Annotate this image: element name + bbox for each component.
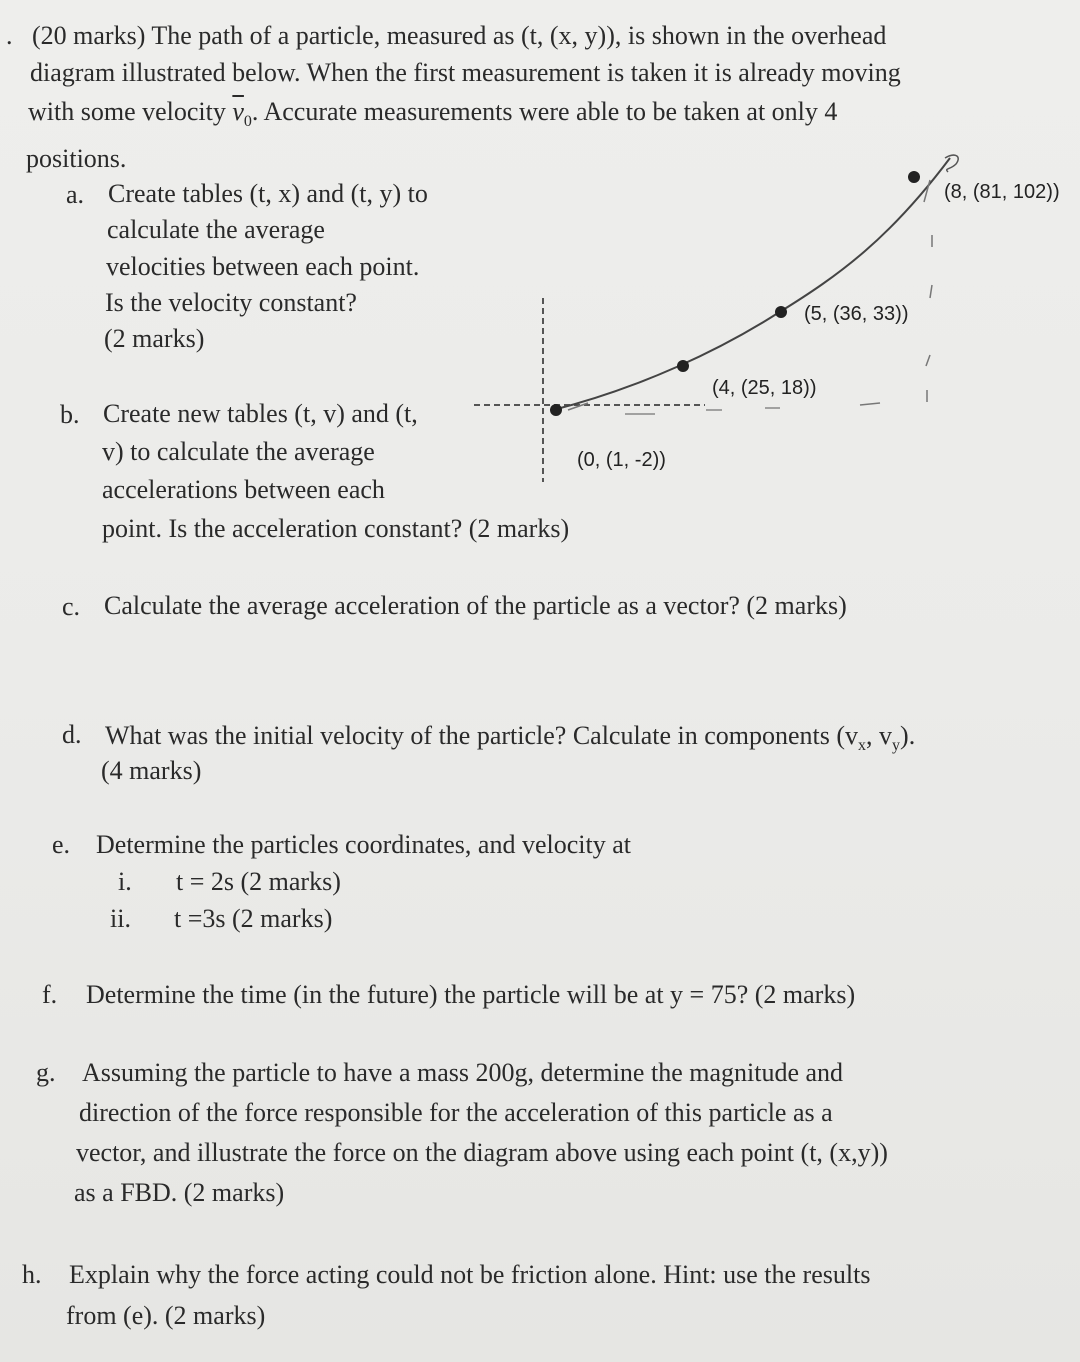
pencil-mark [930, 285, 932, 298]
intro-line-1: (20 marks) The path of a particle, measured as (t, (x, y)), is shown in the overhead [32, 21, 887, 50]
part-h-line-1: Explain why the force acting could not be friction alone. Hint: use the results [69, 1260, 871, 1289]
part-g-line-4: as a FBD. (2 marks) [74, 1178, 285, 1207]
subscript-y: y [892, 737, 901, 755]
part-f-text: Determine the time (in the future) the particle will be at y = 75? (2 marks) [86, 980, 856, 1009]
part-e-item-2-number: ii. [110, 904, 131, 933]
part-b-line-2: v) to calculate the average [102, 437, 375, 466]
part-a-line-2: calculate the average [107, 215, 325, 244]
part-d-marks: (4 marks) [101, 756, 202, 785]
intro-line-2: diagram illustrated below. When the first measurement is taken it is already moving [30, 58, 901, 87]
part-a-line-1: Create tables (t, x) and (t, y) to [108, 179, 428, 208]
path-point-5 [775, 306, 787, 318]
part-d-text-mid: , v [866, 721, 893, 750]
part-e-marker: e. [52, 830, 71, 859]
part-a-marker: a. [66, 180, 85, 209]
part-d-marker: d. [62, 720, 82, 749]
part-c-text: Calculate the average acceleration of the particle as a vector? (2 marks) [104, 591, 847, 620]
part-e-text: Determine the particles coordinates, and velocity at [96, 830, 631, 859]
part-e-item-1-text: t = 2s (2 marks) [176, 867, 341, 896]
particle-path-curve [553, 158, 950, 410]
part-a-line-3: velocities between each point. [106, 252, 420, 281]
velocity-symbol: $\overline{v}$ [232, 97, 244, 126]
intro-line-3-end: . Accurate measurements were able to be taken at only 4 [251, 97, 838, 126]
part-a-line-4: Is the velocity constant? [105, 288, 357, 317]
part-b-marker: b. [60, 400, 80, 429]
part-g-line-2: direction of the force responsible for the acceleration of this particle as a [79, 1098, 833, 1127]
part-e-item-2-text: t =3s (2 marks) [174, 904, 333, 933]
question-bullet: . [6, 21, 13, 50]
part-d-text-start: What was the initial velocity of the particle? Calculate in components (v [105, 721, 859, 750]
point-label-0: (0, (1, -2)) [577, 449, 666, 471]
part-d-text-end: ). [900, 721, 916, 750]
path-point-8 [908, 171, 920, 183]
part-b-line-4: point. Is the acceleration constant? (2 marks) [102, 514, 570, 543]
intro-line-3-start: with some velocity [28, 97, 226, 126]
part-h-line-2: from (e). (2 marks) [66, 1301, 266, 1330]
point-label-8: (8, (81, 102)) [944, 181, 1060, 203]
point-label-4: (4, (25, 18)) [712, 377, 817, 399]
pencil-mark [926, 355, 930, 366]
part-e-item-1-number: i. [118, 867, 132, 896]
part-g-marker: g. [36, 1058, 56, 1087]
part-b-line-1: Create new tables (t, v) and (t, [103, 399, 418, 428]
path-point-0 [550, 404, 562, 416]
subscript-x: x [858, 737, 867, 755]
intro-line-4: positions. [26, 144, 127, 173]
part-f-marker: f. [42, 980, 58, 1009]
part-d-text [105, 720, 915, 755]
part-c-marker: c. [62, 592, 81, 621]
part-b-line-3: accelerations between each [102, 475, 385, 504]
part-g-line-3: vector, and illustrate the force on the diagram above using each point (t, (x,y)) [76, 1138, 888, 1167]
part-a-line-5: (2 marks) [104, 324, 205, 353]
path-point-4 [677, 360, 689, 372]
velocity-subscript: 0 [243, 113, 252, 131]
part-g-line-1: Assuming the particle to have a mass 200g, determine the magnitude and [82, 1058, 844, 1087]
particle-path-diagram [0, 0, 1080, 560]
point-label-5: (5, (36, 33)) [804, 303, 909, 325]
pencil-mark [860, 403, 880, 405]
part-h-marker: h. [22, 1260, 42, 1289]
